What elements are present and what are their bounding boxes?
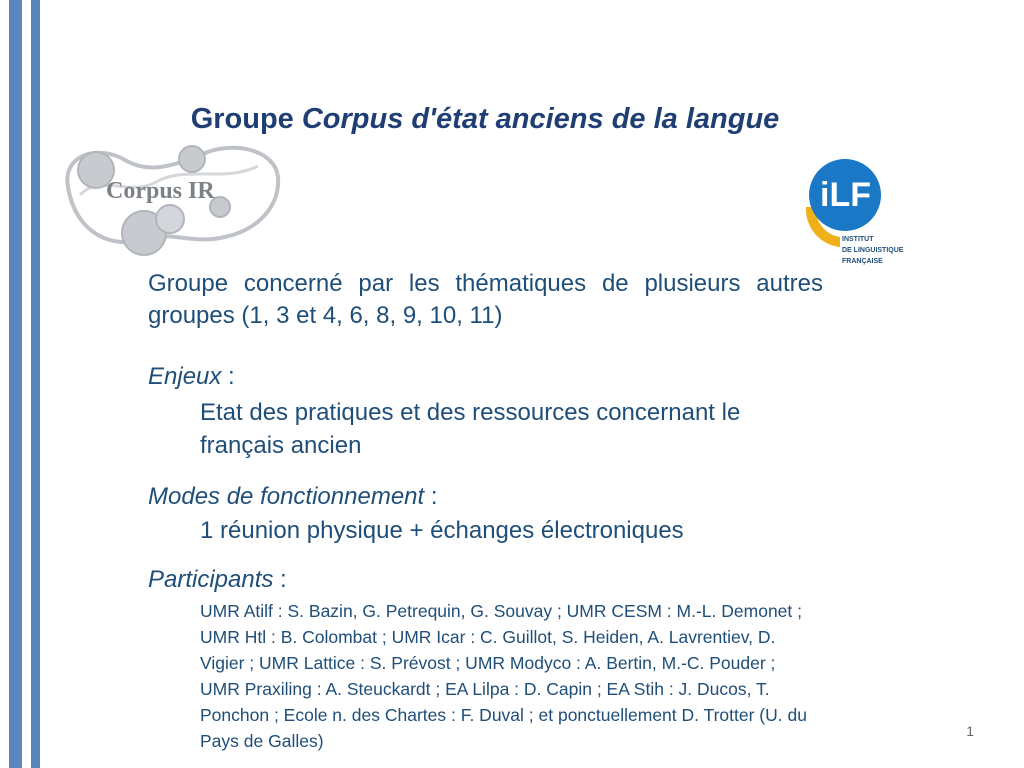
participants-label: Participants xyxy=(148,566,274,593)
modes-separator: : xyxy=(424,483,438,510)
corpus-ir-node xyxy=(179,146,205,172)
section-label-modes xyxy=(148,482,438,512)
ilf-subtitle-line-3: FRANÇAISE xyxy=(842,258,883,265)
enjeux-description: Etat des pratiques et des ressources concernant le français ancien xyxy=(200,399,741,459)
modes-label: Modes de fonctionnement xyxy=(148,483,425,510)
title-emphasis: Corpus d'état anciens de la langue xyxy=(301,103,780,135)
left-accent-bar xyxy=(9,0,22,768)
page-number: 1 xyxy=(966,723,974,739)
ilf-logo-text: iLF xyxy=(820,176,871,214)
participants-list: UMR Atilf : S. Bazin, G. Petrequin, G. Souvay ; UMR CESM : M.-L. Demonet ; UMR Htl : B. Colombat ; UMR Icar : C. Guillot, S. Heiden, A. Lavrentiev, D. Vigier ; UMR Lattice : S. Prévost ; UMR Modyco : A. Bertin, M.-C. Pouder ; UMR Praxiling : A. Steuckardt ; EA Lilpa : D. Capin ; EA Stih : J. Ducos, T. Ponchon ; Ecole n. des Chartes : F. Duval ; et ponctuellement D. Trotter (U. du Pays de Galles) xyxy=(200,601,807,751)
slide-title xyxy=(190,100,780,138)
intro-text: Groupe concerné par les thématiques de plusieurs autres groupes (1, 3 et 4, 6, 8, 9, 10, 11) xyxy=(148,270,823,329)
corpus-ir-node xyxy=(156,205,184,233)
corpus-ir-wordmark: Corpus IR xyxy=(106,178,215,204)
title-prefix: Groupe xyxy=(190,103,302,135)
section-label-enjeux xyxy=(148,362,235,392)
participants-separator: : xyxy=(273,566,287,593)
ilf-subtitle-line-1: INSTITUT xyxy=(842,236,874,243)
left-accent-bar-secondary xyxy=(31,0,40,768)
enjeux-separator: : xyxy=(221,363,235,390)
ilf-subtitle-line-2: DE LINGUISTIQUE xyxy=(842,247,904,254)
ilf-logo xyxy=(800,155,920,270)
corpus-ir-logo xyxy=(60,135,290,260)
section-label-participants xyxy=(148,565,287,595)
modes-description: 1 réunion physique + échanges électroniques xyxy=(200,517,684,544)
enjeux-label: Enjeux xyxy=(148,363,222,390)
